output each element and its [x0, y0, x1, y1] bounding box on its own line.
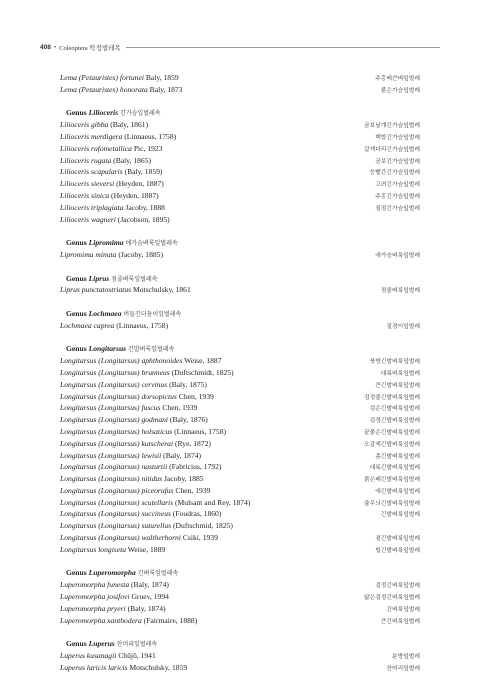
species-korean-name: 고려긴가슴잎벌레	[375, 182, 420, 189]
species-korean-name: 대륙긴발벼룩잎벌레	[369, 465, 420, 472]
spacer	[60, 296, 420, 308]
species-author: Weise, 1887	[182, 356, 222, 366]
species-name: Longitarsus (Longitarsus) piceorufus	[60, 485, 174, 495]
species-name: Longitarsus (Longitarsus) kutscherai	[60, 438, 174, 448]
species-korean-name: 애긴발벼룩잎벌레	[375, 488, 420, 495]
species-korean-name: 검정긴발벼룩잎벌레	[369, 418, 420, 425]
species-author: Csiki, 1939	[180, 533, 218, 543]
species-name: Lema (Petauristes) fortunei	[60, 73, 144, 82]
species-author: (Baly, 1874)	[161, 450, 202, 460]
species-author: Jacoby, 1888	[123, 202, 165, 212]
species-author: Jacoby, 1885	[162, 474, 204, 484]
species-name: Longitarsus longiseta	[60, 544, 127, 554]
species-row	[60, 497, 420, 509]
species-name: Longitarsus (Longitarsus) aphthonoides	[60, 356, 183, 366]
species-author: Baly, 1873	[147, 84, 183, 94]
genus-label: Genus	[66, 238, 89, 248]
species-korean-name: 붉은배긴발벼룩잎벌레	[364, 477, 420, 484]
species-name: Lilioceris scapularis	[60, 167, 123, 177]
species-row	[60, 355, 420, 367]
species-name: Luperomorpha pryeri	[60, 603, 126, 613]
genus-name: Liprus	[88, 273, 110, 283]
genus-heading	[60, 308, 420, 320]
species-korean-name: 애가슴벼룩잎벌레	[375, 252, 420, 259]
genus-label: Genus	[66, 568, 89, 578]
genus-label: Genus	[66, 308, 89, 318]
species-korean-name: 긴벼룩잎벌레	[386, 606, 420, 613]
species-korean-name: 대륙벼룩잎벌레	[380, 370, 420, 377]
species-korean-name: 질경이잎벌레	[386, 323, 420, 330]
species-korean-name: 큰긴발벼룩잎벌레	[375, 382, 420, 389]
species-row	[60, 284, 420, 296]
species-row	[60, 143, 420, 155]
spacer	[60, 225, 420, 237]
species-author: Motschulsky, 1859	[127, 662, 188, 672]
species-name: Longitarsus (Longitarsus) nitidus	[60, 474, 163, 484]
species-row	[60, 367, 420, 379]
species-korean-name: 큰긴벼룩잎벌레	[380, 618, 420, 625]
species-korean-name: 주홍긴가슴잎벌레	[375, 193, 420, 200]
species-row	[60, 202, 420, 214]
species-korean-name: 닮은검정긴벼룩잎벌레	[364, 595, 420, 602]
running-title: Coleoptera 딱정벌레목	[59, 44, 121, 52]
species-row	[60, 591, 420, 603]
species-name: Luperomorpha funesta	[60, 580, 130, 590]
species-korean-name: 점줄벼룩잎벌레	[380, 288, 420, 295]
species-author: Motschulsky, 1861	[131, 285, 191, 295]
species-name: Lilioceris wagneri	[60, 214, 116, 224]
species-author: (Baly, 1859)	[122, 167, 163, 177]
species-row	[60, 190, 420, 202]
species-korean-name: 검정줄긴발벼룩잎벌레	[364, 394, 420, 401]
genus-korean-name: 긴가슴잎벌레속	[118, 110, 161, 118]
species-row	[60, 249, 420, 261]
species-author: (Linnaeus, 1758)	[172, 426, 227, 436]
species-author: (Linnaeus, 1758)	[122, 131, 177, 141]
page-number: 408	[40, 43, 51, 51]
species-author: Chen, 1939	[173, 485, 211, 495]
species-author: Pic, 1923	[131, 143, 163, 153]
species-name: Lilioceris merdigera	[60, 131, 123, 141]
species-korean-name: 검은긴발벼룩잎벌레	[369, 406, 420, 413]
species-korean-name: 오갈색긴발벼룩잎벌레	[364, 441, 420, 448]
species-name: Longitarsus (Longitarsus) dorsopictus	[60, 391, 177, 401]
genus-name: Longitarsus	[88, 344, 127, 354]
species-name: Longitarsus (Longitarsus) fuscus	[60, 403, 161, 413]
genus-label: Genus	[66, 108, 89, 118]
species-korean-name: 쥴무늬긴발벼룩잎벌레	[364, 500, 420, 507]
genus-name: Luperus	[88, 639, 115, 649]
species-row	[60, 426, 420, 438]
genus-heading	[60, 567, 420, 579]
species-name: Lilioceris sieversi	[60, 179, 115, 189]
species-author: (Baly, 1875)	[167, 379, 207, 389]
species-korean-name: 갈색다리긴가슴잎벌레	[364, 146, 420, 153]
species-name: Lochmaea caprea	[60, 320, 115, 330]
genus-korean-name: 점줄벼룩잎벌레속	[109, 275, 158, 283]
species-row	[60, 438, 420, 450]
species-author: (Jacobson, 1895)	[115, 214, 170, 224]
species-name: Lema (Petauristes) honorata	[60, 84, 148, 94]
species-korean-name: 주홍배큰벼잎벌레	[375, 76, 420, 82]
species-korean-name: 붉은가슴잎벌레	[380, 87, 420, 94]
species-author: Chen, 1939	[176, 391, 214, 401]
species-name: Lilioceris gibba	[60, 120, 109, 130]
running-header	[40, 42, 440, 52]
species-row	[60, 579, 420, 591]
genus-name: Lipromima	[88, 238, 124, 248]
species-author: (Baly, 1876)	[168, 415, 208, 425]
species-korean-name: 좀긴발벼룩잎벌레	[375, 453, 420, 460]
genus-korean-name: 버들긴더듬이잎벌레속	[121, 310, 182, 318]
species-author: Weise, 1889	[126, 544, 166, 554]
spacer	[60, 96, 420, 108]
species-row	[60, 119, 420, 131]
species-author: (Fabricius, 1792)	[167, 462, 222, 472]
species-author: (Baly, 1861)	[108, 120, 149, 130]
genus-korean-name: 긴발벼룩잎벌레속	[126, 346, 175, 354]
species-name: Luperus laricis laricis	[60, 662, 128, 672]
species-name: Lipromima minuta	[60, 249, 117, 259]
spacer	[60, 556, 420, 568]
species-korean-name: 긴발벼룩잎벌레	[380, 512, 420, 519]
species-author: (Baly, 1874)	[129, 580, 169, 590]
genus-heading	[60, 237, 420, 249]
species-row	[60, 391, 420, 403]
species-author: (Heyden, 1887)	[114, 179, 164, 189]
genus-name: Luperomorpha	[88, 568, 136, 578]
species-name: Longitarsus (Longitarsus) brunneus	[60, 367, 170, 377]
species-name: Longitarsus (Longitarsus) succineus	[60, 509, 171, 519]
species-row	[60, 461, 420, 473]
species-row	[60, 520, 420, 532]
species-author: (Rye, 1872)	[173, 438, 211, 448]
species-korean-name: 백합긴가슴잎벌레	[375, 134, 420, 141]
species-name: Luperomorpha josifovi	[60, 592, 130, 602]
species-author: Baly, 1859	[143, 73, 179, 82]
species-author: Chen, 1939	[160, 403, 198, 413]
species-row	[60, 214, 420, 226]
species-korean-name: 북방긴발벼룩잎벌레	[369, 359, 420, 366]
species-row	[60, 84, 420, 96]
species-row	[60, 72, 420, 84]
species-row	[60, 544, 420, 556]
genus-heading	[60, 273, 420, 285]
genus-korean-name: 긴벼룩잎벌레속	[135, 570, 179, 578]
species-author: (Baly, 1874)	[125, 603, 166, 613]
species-korean-name: 등빨간긴가슴잎벌레	[369, 170, 420, 177]
checklist-body	[60, 72, 420, 674]
species-name: Longitarsus (Longitarsus) lewisii	[60, 450, 162, 460]
species-name: Longitarsus (Longitarsus) holsaticus	[60, 426, 173, 436]
spacer	[60, 332, 420, 344]
genus-heading	[60, 107, 420, 119]
species-name: Lilioceris sinica	[60, 190, 110, 200]
species-korean-name: 털긴발벼룩잎벌레	[375, 547, 420, 554]
species-author: (Mulsant and Rey, 1874)	[173, 497, 251, 507]
genus-korean-name: 잔머리잎벌레속	[114, 641, 158, 649]
species-name: Luperomorpha xanthodera	[60, 615, 142, 625]
species-row	[60, 532, 420, 544]
spacer	[60, 626, 420, 638]
species-name: Lilioceris rugata	[60, 155, 112, 165]
genus-heading	[60, 638, 420, 650]
species-korean-name: 분방잎벌레	[392, 654, 420, 661]
species-row	[60, 379, 420, 391]
genus-label: Genus	[66, 344, 89, 354]
species-name: Longitarsus (Longitarsus) suturellus	[60, 521, 172, 531]
species-row	[60, 414, 420, 426]
species-row	[60, 662, 420, 674]
species-name: Luperus kusanagii	[60, 651, 117, 661]
species-author: (Linnaeus, 1758)	[114, 320, 169, 330]
species-korean-name: 점긴발벼룩잎벌레	[375, 536, 420, 543]
genus-name: Lilioceris	[88, 108, 119, 118]
species-name: Longitarsus (Longitarsus) godmani	[60, 415, 169, 425]
species-author: (Duftschmidt, 1825)	[169, 367, 234, 377]
species-korean-name: 곰보긴가슴잎벌레	[375, 158, 420, 165]
genus-heading	[60, 343, 420, 355]
species-name: Longitarsus (Longitarsus) scutellaris	[60, 497, 174, 507]
species-row	[60, 178, 420, 190]
species-name: Lilioceris rufometallica	[60, 143, 132, 153]
species-author: Chûjô, 1941	[116, 651, 156, 661]
species-row	[60, 473, 420, 485]
species-korean-name: 점점긴가슴잎벌레	[375, 205, 420, 212]
genus-label: Genus	[66, 273, 89, 283]
species-author: Gruev, 1994	[129, 592, 169, 602]
species-row	[60, 615, 420, 627]
species-korean-name: 검정긴벼룩잎벌레	[375, 583, 420, 590]
header-separator: •	[53, 43, 57, 51]
species-name: Longitarsus (Longitarsus) cervinus	[60, 379, 168, 389]
species-author: (Jacoby, 1885)	[116, 249, 164, 259]
species-author: (Fairmaire, 1888)	[141, 615, 198, 625]
species-row	[60, 650, 420, 662]
species-name: Lilioceris triplagiata	[60, 202, 124, 212]
species-name: Longitarsus (Longitarsus) waltherhorni	[60, 533, 181, 543]
species-row	[60, 320, 420, 332]
species-row	[60, 166, 420, 178]
species-name: Liprus punctatostriatus	[60, 285, 132, 295]
header-rule	[126, 47, 440, 48]
species-korean-name: 곰보날개긴가슴잎벌레	[364, 123, 420, 130]
species-korean-name: 잔머리잎벌레	[386, 665, 420, 672]
species-author: (Heyden, 1887)	[109, 190, 159, 200]
species-author: (Baly, 1865)	[111, 155, 152, 165]
genus-name: Lochmaea	[88, 308, 122, 318]
species-name: Longitarsus (Longitarsus) nasturtii	[60, 462, 168, 472]
spacer	[60, 261, 420, 273]
genus-korean-name: 애가슴벼룩잎벌레속	[123, 240, 178, 248]
species-korean-name: 끝붉은긴발벼룩잎벌레	[364, 429, 420, 436]
species-author: (Foudras, 1860)	[170, 509, 222, 519]
genus-label: Genus	[66, 639, 89, 649]
species-author: (Duftschmid, 1825)	[171, 521, 233, 531]
